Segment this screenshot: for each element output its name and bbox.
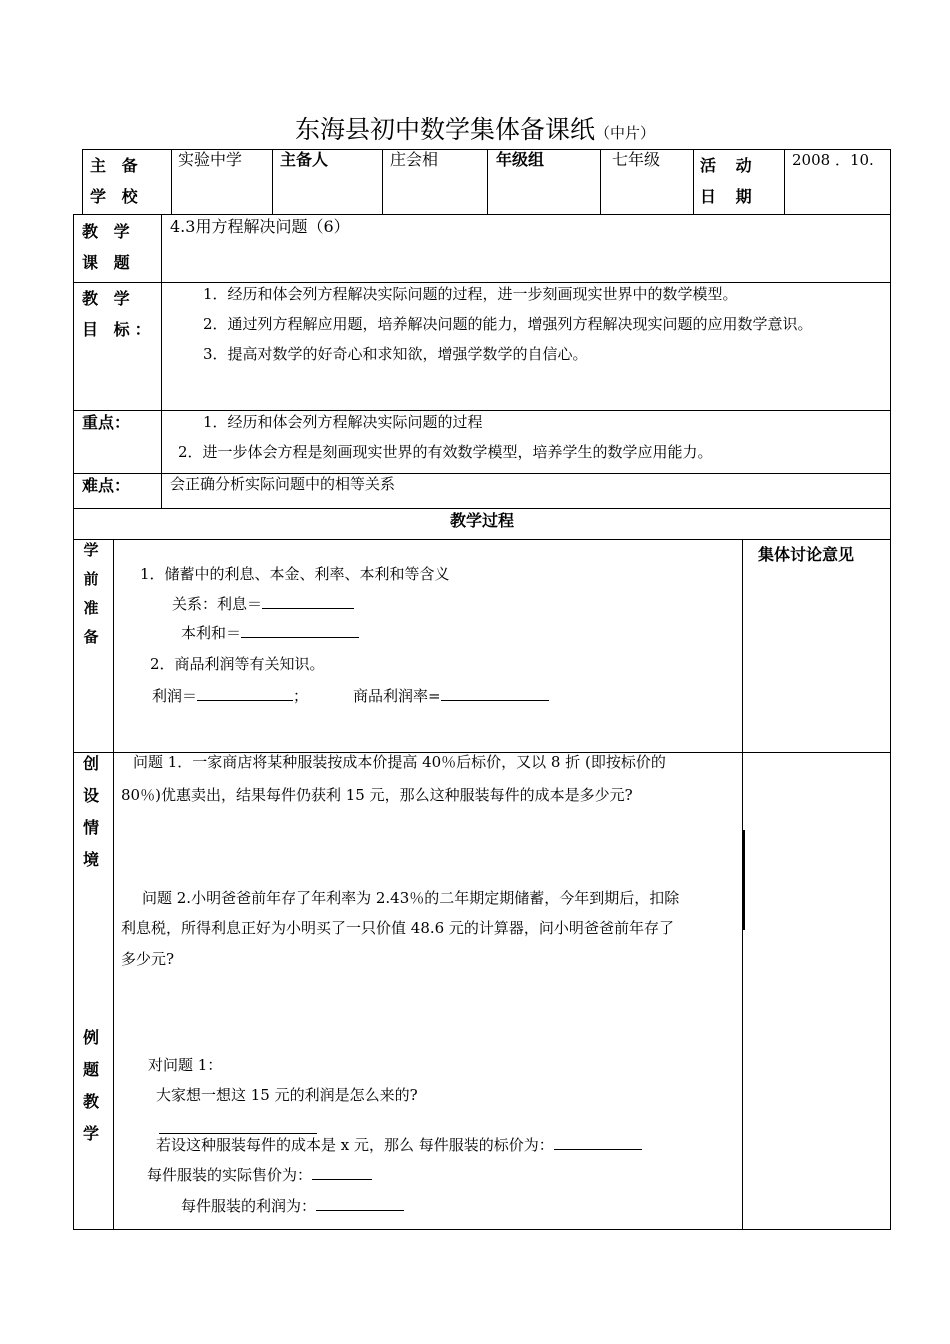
process-label-divider [113,539,114,1230]
example-line: 大家想一想这 15 元的利润是怎么来的? [156,1086,418,1104]
header-left-border [82,149,83,215]
header-divider [600,149,601,215]
discussion-header: 集体讨论意见 [758,545,855,564]
situation-label: 创 设 情 境 [82,754,99,869]
school-value: 实验中学 [178,150,243,169]
date-value: 2008 ．10. [792,151,874,169]
row-divider [73,214,891,215]
table-right-border [890,149,891,1230]
objective-item: 1．经历和体会列方程解决实际问题的过程，进一步刻画现实世界中的数学模型。 [203,285,738,303]
header-divider [272,149,273,215]
prep-margin-text: 商品利润率= [353,687,441,705]
prep-line: 1．储蓄中的利息、本金、利率、本利和等含义 [140,565,450,583]
difficulty-value: 会正确分析实际问题中的相等关系 [170,475,396,493]
topic-label: 教 学 课 题 [82,222,135,272]
header-divider [784,149,785,215]
preparer-label: 主备人 [280,150,329,169]
problem-1-line: 问题 1．一家商店将某种服装按成本价提高 40％后标价，又以 8 折 (即按标价的 [133,753,666,771]
blank-line [262,594,354,609]
page-title [0,110,950,146]
preparation-label: 学 前 准 备 [83,541,99,646]
table-left-border [73,214,74,1230]
date-label: 活 动 日 期 [700,156,759,206]
blank-line [312,1165,372,1180]
row-divider [73,539,891,540]
objective-item: 2．通过列方程解应用题，培养解决问题的能力，增强列方程解决现实问题的应用数学意识。 [203,315,813,333]
table-bottom-border [73,1229,891,1230]
example-line [181,1196,404,1216]
blank-line [197,686,293,701]
example-line: 对问题 1： [148,1056,223,1074]
key-point-item: 2．进一步体会方程是刻画现实世界的有效数学模型，培养学生的数学应用能力。 [178,443,713,461]
problem-2-line: 利息税，所得利息正好为小明买了一只价值 48.6 元的计算器，问小明爸爸前年存了 [121,919,674,937]
example-line [147,1165,372,1185]
row-divider [73,410,891,411]
example-line [156,1135,642,1155]
example-price-text: 每件服装的实际售价为： [147,1166,313,1184]
examples-label: 例 题 教 学 [82,1028,99,1143]
blank-line [554,1135,642,1150]
problem-1-line: 80％)优惠卖出，结果每件仍获利 15 元，那么这种服装每件的成本是多少元? [121,786,633,804]
label-column-divider [161,214,162,508]
row-divider [73,282,891,283]
example-profit-text: 每件服装的利润为： [181,1197,317,1215]
prep-profit-text: 利润＝ [152,687,198,705]
prep-line [172,594,354,614]
blank-line [441,686,549,701]
key-point-item: 1．经历和体会列方程解决实际问题的过程 [203,413,483,431]
preparer-value: 庄会相 [390,150,439,169]
school-label: 主 备 学 校 [90,156,143,206]
header-divider [171,149,172,215]
problem-2-line: 问题 2.小明爸爸前年存了年利率为 2.43％的二年期定期储蓄，今年到期后，扣除 [142,889,680,907]
process-header: 教学过程 [449,511,514,530]
prep-total-text: 本利和＝ [181,624,242,642]
prep-separator: ； [293,687,309,705]
header-divider [382,149,383,215]
grade-value: 七年级 [612,150,661,169]
prep-line [152,686,549,706]
example-markup-text: 若设这种服装每件的成本是 x 元，那么 每件服装的标价为： [156,1136,554,1154]
blank-line [316,1196,404,1211]
header-divider [487,149,488,215]
difficulty-label: 难点： [82,476,131,495]
prep-line: 2．商品利润等有关知识。 [150,655,325,673]
cell-mark [743,830,745,930]
blank-line [159,1133,317,1134]
prep-interest-text: 关系：利息＝ [172,595,263,613]
page-title-sub: （中片） [595,124,656,142]
problem-2-line: 多少元? [121,950,175,968]
row-divider [73,508,891,509]
key-points-label: 重点： [82,413,131,432]
objectives-label: 教 学 目 标： [82,289,156,339]
prep-line [181,623,359,643]
topic-value: 4.3用方程解决问题（6） [170,217,350,236]
blank-line [241,623,359,638]
header-divider [693,149,694,215]
objective-item: 3．提高对数学的好奇心和求知欲，增强学数学的自信心。 [203,345,588,363]
page-title-main: 东海县初中数学集体备课纸 [294,115,595,144]
grade-group-label: 年级组 [496,150,545,169]
